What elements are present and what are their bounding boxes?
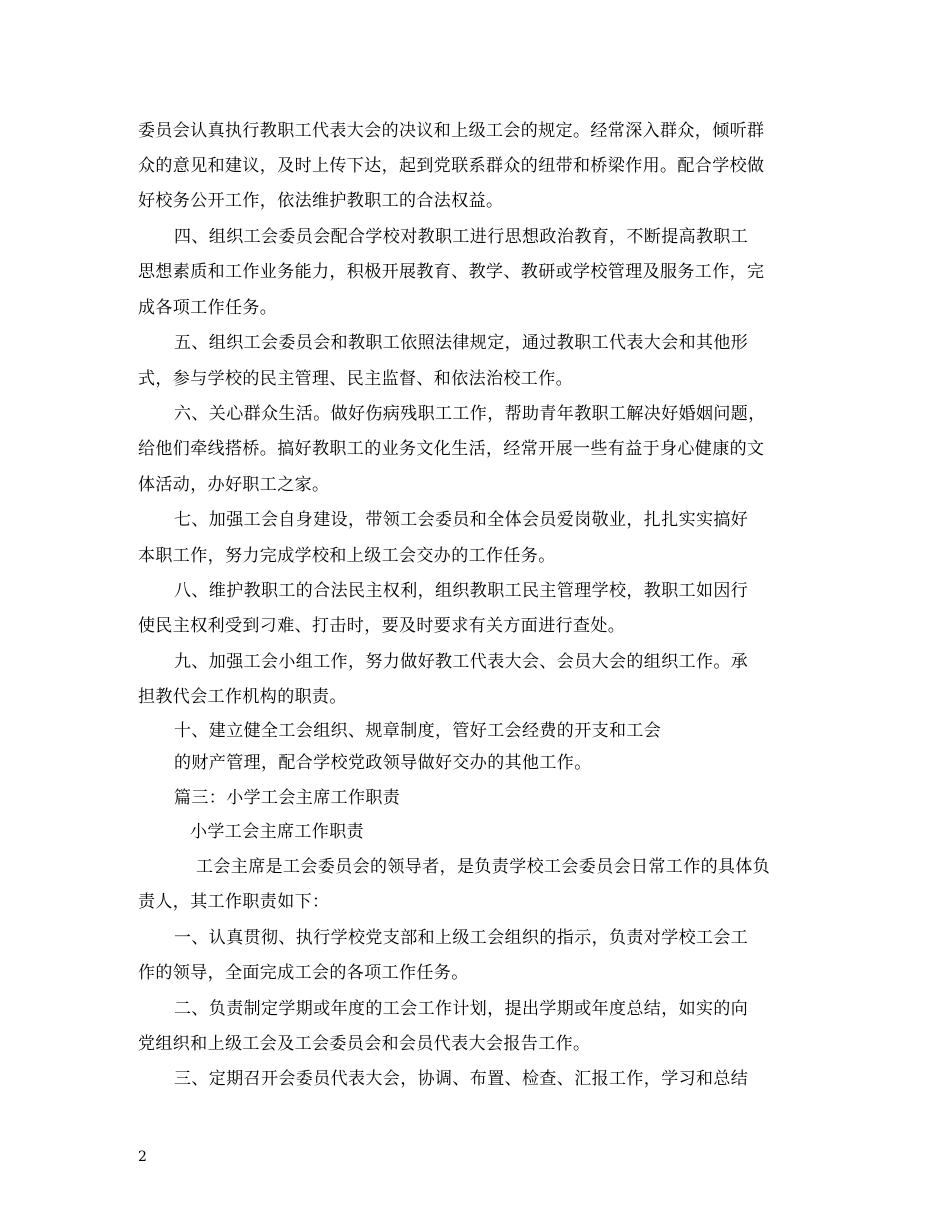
- text-line: 担教代会工作机构的职责。: [138, 687, 347, 707]
- text-line: 四、组织工会委员会配合学校对教职工进行思想政治教育，不断提高教职工: [174, 227, 749, 247]
- text-line: 五、组织工会委员会和教职工依照法律规定，通过教职工代表大会和其他形: [174, 333, 749, 353]
- text-line: 十、建立健全工会组织、规章制度，管好工会经费的开支和工会: [174, 721, 662, 741]
- text-line: 责人，其工作职责如下：: [138, 892, 330, 912]
- text-line: 体活动，办好职工之家。: [138, 475, 330, 495]
- text-line: 七、加强工会自身建设，带领工会委员和全体会员爱岗敬业，扎扎实实搞好: [174, 510, 749, 530]
- text-line: 一、认真贯彻、执行学校党支部和上级工会组织的指示，负责对学校工会工: [174, 928, 749, 948]
- text-line: 式，参与学校的民主管理、民主监督、和依法治校工作。: [138, 369, 573, 389]
- text-line: 三、定期召开会委员代表大会，协调、布置、检查、汇报工作，学习和总结: [174, 1069, 749, 1089]
- text-line: 党组织和上级工会及工会委员会和会员代表大会报告工作。: [138, 1034, 591, 1054]
- text-line: 委员会认真执行教职工代表大会的决议和上级工会的规定。经常深入群众，倾听群: [138, 121, 765, 141]
- text-line: 成各项工作任务。: [138, 298, 278, 318]
- section-heading: 篇三：小学工会主席工作职责: [174, 788, 401, 808]
- text-line: 六、关心群众生活。做好伤病残职工工作，帮助青年教职工解决好婚姻问题，: [174, 404, 766, 424]
- text-line: 使民主权利受到刁难、打击时，要及时要求有关方面进行查处。: [138, 616, 626, 636]
- page-number: 2: [138, 1149, 147, 1165]
- text-line: 好校务公开工作，依法维护教职工的合法权益。: [138, 191, 504, 211]
- text-line: 的财产管理，配合学校党政领导做好交办的其他工作。: [174, 753, 592, 773]
- text-line: 众的意见和建议，及时上传下达，起到党联系群众的纽带和桥梁作用。配合学校做: [138, 156, 765, 176]
- section-title: 小学工会主席工作职责: [190, 822, 364, 842]
- text-line: 八、维护教职工的合法民主权利，组织教职工民主管理学校，教职工如因行: [174, 581, 749, 601]
- text-line: 给他们牵线搭桥。搞好教职工的业务文化生活，经常开展一些有益于身心健康的文: [138, 439, 765, 459]
- text-line: 本职工作，努力完成学校和上级工会交办的工作任务。: [138, 546, 556, 566]
- text-line: 二、负责制定学期或年度的工会工作计划，提出学期或年度总结，如实的向: [174, 999, 749, 1019]
- text-line: 作的领导，全面完成工会的各项工作任务。: [138, 963, 469, 983]
- text-line: 思想素质和工作业务能力，积极开展教育、教学、教研或学校管理及服务工作，完: [138, 262, 765, 282]
- text-line: 工会主席是工会委员会的领导者，是负责学校工会委员会日常工作的具体负: [196, 857, 771, 877]
- text-line: 九、加强工会小组工作，努力做好教工代表大会、会员大会的组织工作。承: [174, 652, 749, 672]
